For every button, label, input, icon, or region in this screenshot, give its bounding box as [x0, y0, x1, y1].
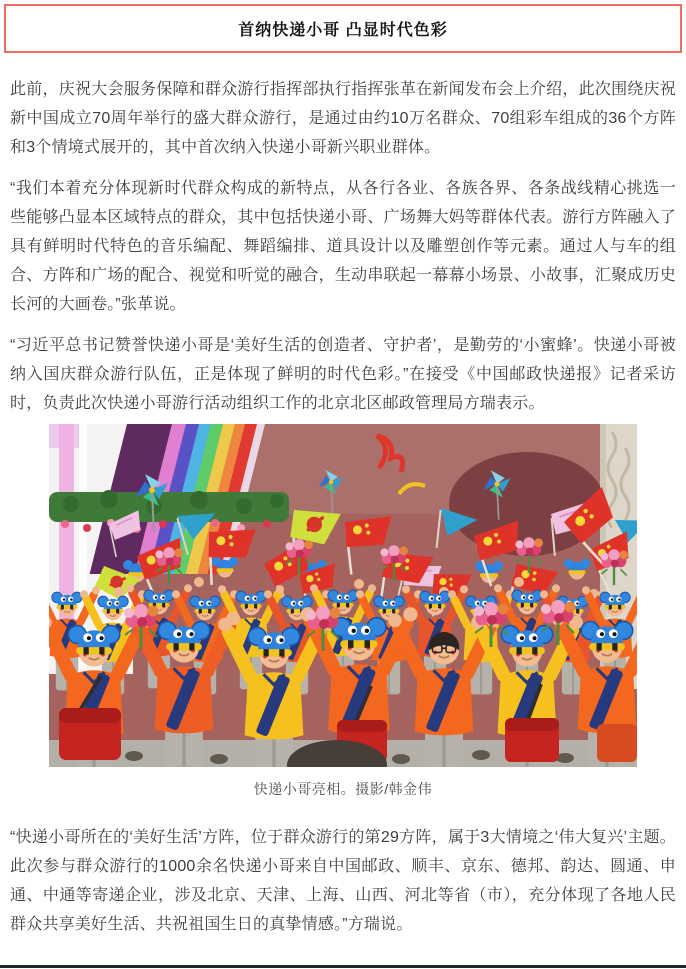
parade-photo	[49, 424, 637, 767]
article-body	[0, 75, 686, 939]
paragraph-4: “快递小哥所在的‘美好生活’方阵，位于群众游行的第29方阵，属于3大情境之‘伟大复兴’主题。此次参与群众游行的1000余名快递小哥来自中国邮政、顺丰、京东、德邦、韵达、圆通、申通、中通等寄递企业，涉及北京、天津、上海、山西、河北等省（市），充分体现了各地人民群众共享美好生活、共祝祖国生日的真挚情感。”方瑞说。	[10, 829, 676, 933]
photo-caption: 快递小哥亮相。摄影/韩金伟	[253, 781, 433, 797]
paragraph-2: “我们本着充分体现新时代群众构成的新特点，从各行各业、各族各界、各条战线精心挑选一些能够凸显本区域特点的群众，其中包括快递小哥、广场舞大妈等群体代表。游行方阵融入了具有鲜明时代特色的音乐编配、舞蹈编排、道具设计以及雕塑创作等元素。通过人与车的组合、方阵和广场的配合、视觉和听觉的融合，生动串联起一幕幕小场景、小故事，汇聚成历史长河的大画卷。”张革说。	[10, 180, 676, 313]
paragraph-1: 此前，庆祝大会服务保障和群众游行指挥部执行指挥张革在新闻发布会上介绍，此次围绕庆祝新中国成立70周年举行的盛大群众游行，是通过由约10万名群众、70组彩车组成的36个方阵和3个情境式展开的，其中首次纳入快递小哥新兴职业群体。	[10, 81, 676, 156]
article-title-box	[4, 4, 682, 53]
parade-photo-illustration	[49, 424, 637, 767]
article-title: 首纳快递小哥 凸显时代色彩	[238, 22, 448, 39]
article-figure	[10, 424, 676, 799]
bottom-divider	[0, 965, 686, 968]
paragraph-3: “习近平总书记赞誉快递小哥是‘美好生活的创造者、守护者’，是勤劳的‘小蜜蜂’。快递小哥被纳入国庆群众游行队伍，正是体现了鲜明的时代色彩。”在接受《中国邮政快递报》记者采访时，负责此次快递小哥游行活动组织工作的北京北区邮政管理局方瑞表示。	[10, 337, 676, 412]
